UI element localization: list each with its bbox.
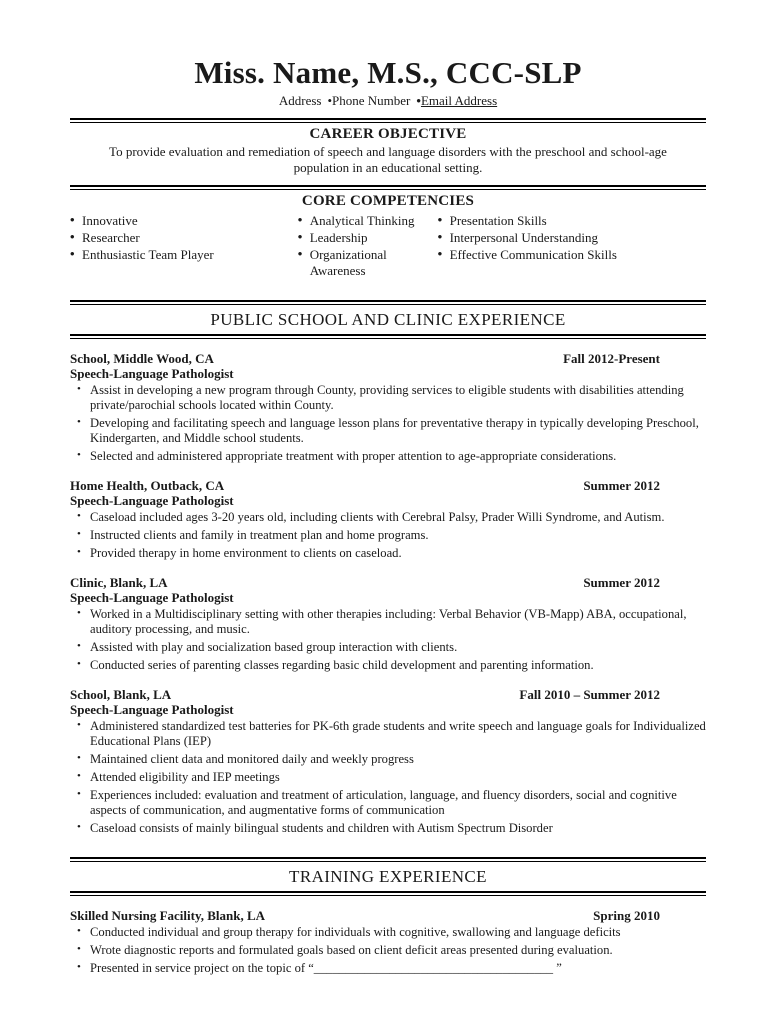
job-bullet: • Assist in developing a new program through County, providing services to eligible students with disabilities attending private/parochial schools located within County. bbox=[77, 383, 706, 413]
job-entry bbox=[70, 908, 706, 976]
job-bullet: • Presented in service project on the topic of “______________________________________ ” bbox=[77, 961, 706, 976]
job-dates: Summer 2012 bbox=[583, 478, 660, 494]
job-bullet: • Attended eligibility and IEP meetings bbox=[77, 770, 706, 785]
contact-line bbox=[70, 93, 706, 109]
bullet-separator-icon: • bbox=[416, 93, 421, 109]
job-employer: School, Blank, LA bbox=[70, 687, 172, 703]
career-objective-text: To provide evaluation and remediation of speech and language disorders with the preschool and school-age population in an educational setting. bbox=[109, 143, 667, 175]
divider-rule bbox=[70, 185, 706, 190]
job-bullet-list bbox=[77, 607, 706, 673]
competency-column bbox=[70, 213, 298, 279]
contact-address: Address bbox=[278, 93, 322, 109]
job-employer: Skilled Nursing Facility, Blank, LA bbox=[70, 908, 266, 924]
core-competencies-grid bbox=[70, 213, 706, 279]
competency-item: • Organizational Awareness bbox=[298, 247, 438, 279]
job-dates: Fall 2012-Present bbox=[563, 351, 660, 367]
section-title-career-objective: CAREER OBJECTIVE bbox=[309, 125, 467, 142]
job-dates: Fall 2010 – Summer 2012 bbox=[519, 687, 660, 703]
section-title-core-competencies: CORE COMPETENCIES bbox=[301, 193, 475, 210]
divider-rule bbox=[70, 118, 706, 123]
job-entry bbox=[70, 478, 706, 561]
job-role: Speech-Language Pathologist bbox=[70, 590, 234, 606]
divider-rule bbox=[70, 334, 706, 339]
section-title-experience: PUBLIC SCHOOL AND CLINIC EXPERIENCE bbox=[210, 310, 566, 330]
contact-phone: Phone Number bbox=[332, 93, 411, 109]
competency-item: • Researcher bbox=[70, 230, 298, 246]
job-bullet: • Conducted series of parenting classes regarding basic child development and parenting information. bbox=[77, 658, 706, 673]
job-header bbox=[70, 908, 706, 923]
job-header bbox=[70, 351, 706, 366]
competency-item: • Presentation Skills bbox=[438, 213, 706, 229]
competency-item: • Effective Communication Skills bbox=[438, 247, 706, 263]
job-role: Speech-Language Pathologist bbox=[70, 366, 234, 382]
resume-name: Miss. Name, M.S., CCC-SLP bbox=[194, 55, 582, 90]
competency-item: • Innovative bbox=[70, 213, 298, 229]
job-bullet: • Caseload consists of mainly bilingual students and children with Autism Spectrum Disorder bbox=[77, 821, 706, 836]
section-title-training: TRAINING EXPERIENCE bbox=[289, 867, 487, 887]
job-header bbox=[70, 687, 706, 702]
job-bullet-list bbox=[77, 383, 706, 464]
job-bullet-list bbox=[77, 925, 706, 976]
job-dates: Summer 2012 bbox=[583, 575, 660, 591]
job-entry bbox=[70, 575, 706, 673]
competency-item: • Enthusiastic Team Player bbox=[70, 247, 298, 263]
job-bullet-list bbox=[77, 719, 706, 836]
job-bullet: • Developing and facilitating speech and language lesson plans for preventative therapy in typically developing Preschool, Kindergarten, and Middle school students. bbox=[77, 416, 706, 446]
job-bullet: • Caseload included ages 3-20 years old, including clients with Cerebral Palsy, Prader Willi Syndrome, and Autism. bbox=[77, 510, 706, 525]
job-header bbox=[70, 575, 706, 590]
job-entry bbox=[70, 351, 706, 464]
job-bullet: • Administered standardized test batteries for PK-6th grade students and write speech and language goals for Individualized Educational Plans (IEP) bbox=[77, 719, 706, 749]
competency-item: • Leadership bbox=[298, 230, 438, 246]
job-header bbox=[70, 478, 706, 493]
bullet-separator-icon: • bbox=[327, 93, 333, 109]
job-employer: School, Middle Wood, CA bbox=[70, 351, 214, 367]
job-employer: Home Health, Outback, CA bbox=[70, 478, 225, 494]
divider-rule bbox=[70, 891, 706, 896]
job-bullet: • Assisted with play and socialization based group interaction with clients. bbox=[77, 640, 706, 655]
competency-item: • Analytical Thinking bbox=[298, 213, 438, 229]
job-bullet: • Provided therapy in home environment to clients on caseload. bbox=[77, 546, 706, 561]
contact-email-link[interactable]: Email Address bbox=[420, 93, 498, 109]
competency-item: • Interpersonal Understanding bbox=[438, 230, 706, 246]
job-role: Speech-Language Pathologist bbox=[70, 702, 234, 718]
job-bullet: • Maintained client data and monitored daily and weekly progress bbox=[77, 752, 706, 767]
job-bullet: • Worked in a Multidisciplinary setting with other therapies including: Verbal Behavior (VB-Mapp) ABA, occupational, auditory processing, and music. bbox=[77, 607, 706, 637]
job-bullet: • Selected and administered appropriate treatment with proper attention to age-appropriate considerations. bbox=[77, 449, 706, 464]
job-entry bbox=[70, 687, 706, 836]
job-bullet: • Instructed clients and family in treatment plan and home programs. bbox=[77, 528, 706, 543]
job-dates: Spring 2010 bbox=[593, 908, 660, 924]
job-bullet: • Wrote diagnostic reports and formulated goals based on client deficit areas presented during evaluation. bbox=[77, 943, 706, 958]
job-bullet: • Experiences included: evaluation and treatment of articulation, language, and fluency disorders, social and cognitive aspects of communication, and augmentative forms of communication bbox=[77, 788, 706, 818]
job-employer: Clinic, Blank, LA bbox=[70, 575, 168, 591]
job-bullet: • Conducted individual and group therapy for individuals with cognitive, swallowing and language deficits bbox=[77, 925, 706, 940]
job-role: Speech-Language Pathologist bbox=[70, 493, 234, 509]
competency-column bbox=[438, 213, 706, 279]
job-bullet-list bbox=[77, 510, 706, 561]
competency-column bbox=[298, 213, 438, 279]
